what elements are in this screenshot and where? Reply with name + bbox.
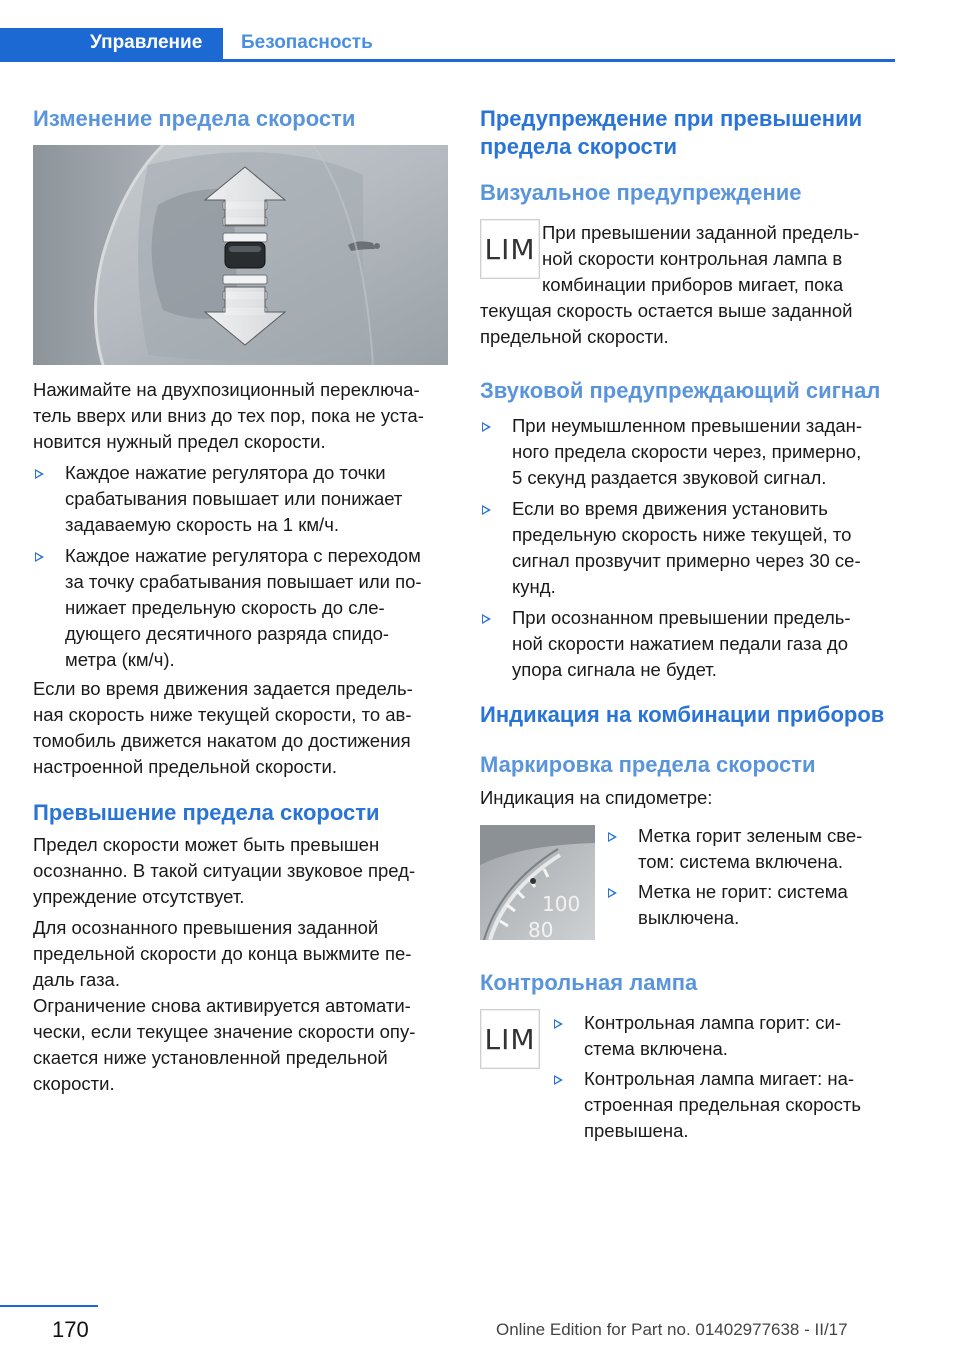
text-line: осознанно. В такой ситуации звуковое пред-	[33, 860, 416, 881]
text-line: выключена.	[638, 907, 740, 928]
text-line: упора сигнала не будет.	[512, 659, 717, 680]
text-line: Предел скорости может быть превышен	[33, 834, 380, 855]
gauge-label-80: 80	[528, 918, 554, 940]
bullet-marker-green	[606, 823, 928, 875]
heading-limit-marker: Маркировка предела скорости	[480, 752, 816, 777]
tab-controls[interactable]: Управление	[0, 28, 223, 62]
tab-safety[interactable]: Безопасность	[241, 32, 373, 53]
lim-label: LIM	[484, 1022, 536, 1056]
text-speedometer-display: Индикация на спидометре:	[480, 787, 713, 808]
bullet-intentional-exceed	[480, 605, 924, 683]
heading-line: Предупреждение при превышении	[480, 106, 863, 131]
triangle-bullet-icon	[608, 888, 617, 898]
text-line: Если во время движения задается предель-	[33, 678, 413, 699]
text-line: задаваемую скорость на 1 км/ч.	[65, 514, 339, 535]
text-line: предельной скорости.	[480, 326, 669, 347]
text-line: новится нужный предел скорости.	[33, 431, 326, 452]
text-line: предельную скорость ниже текущей, то	[512, 524, 852, 545]
header-tabs	[0, 28, 895, 62]
text-line: стема включена.	[584, 1038, 728, 1059]
heading-acoustic-warning: Звуковой предупреждающий сигнал	[480, 378, 881, 403]
text-line: Для осознанного превышения заданной	[33, 917, 379, 938]
text-line: Если во время движения установить	[512, 498, 828, 519]
text-line: скается ниже установленной предельной	[33, 1047, 388, 1068]
text-line: срабатывания повышает или понижает	[65, 488, 403, 509]
text-line: Метка не горит: система	[638, 881, 848, 902]
bullet-unintentional	[480, 413, 924, 491]
text-line: Каждое нажатие регулятора с переходом	[65, 545, 421, 566]
text-line: Каждое нажатие регулятора до точки	[65, 462, 386, 483]
text-line: При превышении заданной предель-	[542, 222, 860, 243]
triangle-bullet-icon	[482, 614, 491, 624]
text-line: строенная предельная скорость	[584, 1094, 862, 1115]
heading-visual-warning: Визуальное предупреждение	[480, 180, 802, 205]
triangle-bullet-icon	[35, 552, 44, 562]
text-line: метра (км/ч).	[65, 649, 175, 670]
text-line: ная скорость ниже текущей скорости, то ав-	[33, 704, 412, 725]
text-line: нижает предельную скорость до сле-	[65, 597, 385, 618]
heading-indicator-lamp: Контрольная лампа	[480, 970, 698, 995]
para-auto-reactivate	[33, 993, 453, 1097]
text-line: том: система включена.	[638, 851, 844, 872]
text-line: тель вверх или вниз до тех пор, пока не уста-	[33, 405, 424, 426]
text-line: чески, если текущее значение скорости опу-	[33, 1021, 416, 1042]
text-line: сигнал прозвучит примерно через 30 се-	[512, 550, 861, 571]
heading-exceed-limit: Превышение предела скорости	[33, 800, 380, 825]
text-line: упреждение отсутствует.	[33, 886, 245, 907]
para-coast	[33, 676, 453, 780]
text-line: При осознанном превышении предель-	[512, 607, 851, 628]
para-press-switch	[33, 377, 453, 455]
steering-wheel-image	[33, 145, 448, 365]
bullet-step-decade	[33, 543, 485, 673]
para-exceed-intentional	[33, 832, 453, 910]
steering-wheel-illustration	[33, 145, 448, 365]
lim-label: LIM	[484, 232, 536, 266]
speedometer-illustration	[480, 825, 595, 940]
triangle-bullet-icon	[554, 1075, 563, 1085]
text-line: Контрольная лампа мигает: на-	[584, 1068, 855, 1089]
text-line: 5 секунд раздается звуковой сигнал.	[512, 467, 827, 488]
text-line: ной скорости контрольная лампа в	[542, 248, 843, 269]
text-line: превышена.	[584, 1120, 689, 1141]
text-line: кунд.	[512, 576, 556, 597]
text-line: Метка горит зеленым све-	[638, 825, 863, 846]
heading-line: предела скорости	[480, 134, 678, 159]
triangle-bullet-icon	[608, 832, 617, 842]
footer-rule	[0, 1305, 98, 1307]
bullet-set-lower	[480, 496, 924, 600]
bullet-lamp-flashing	[552, 1066, 924, 1144]
text-line: за точку срабатывания повышает или по-	[65, 571, 422, 592]
lim-indicator-icon	[480, 1009, 540, 1069]
edition-info: Online Edition for Part no. 01402977638 - II/17	[496, 1320, 848, 1339]
text-line: комбинации приборов мигает, пока	[542, 274, 844, 295]
speedometer-image	[480, 825, 595, 940]
text-line: настроенной предельной скорости.	[33, 756, 337, 777]
text-line: Ограничение снова активируется автомати-	[33, 995, 411, 1016]
text-line: При неумышленном превышении задан-	[512, 415, 863, 436]
text-line: томобиль движется накатом до достижения	[33, 730, 411, 751]
text-line: ной скорости нажатием педали газа до	[512, 633, 848, 654]
triangle-bullet-icon	[482, 422, 491, 432]
bullet-marker-off	[606, 879, 928, 931]
text-line: Контрольная лампа горит: си-	[584, 1012, 842, 1033]
heading-change-limit: Изменение предела скорости	[33, 106, 356, 131]
text-line: дующего десятичного разряда спидо-	[65, 623, 390, 644]
text-line: текущая скорость остается выше заданной	[480, 300, 853, 321]
heading-warning-exceed	[480, 105, 890, 161]
page-number: 170	[52, 1317, 89, 1342]
heading-instrument-cluster: Индикация на комбинации приборов	[480, 702, 885, 727]
triangle-bullet-icon	[482, 505, 491, 515]
gauge-label-100: 100	[542, 892, 581, 916]
para-visual-warning-bottom	[480, 298, 892, 350]
text-line: предельной скорости до конца выжмите пе-	[33, 943, 412, 964]
text-line: ного предела скорости через, примерно,	[512, 441, 862, 462]
text-line: скорости.	[33, 1073, 115, 1094]
bullet-step-1kmh	[33, 460, 485, 538]
triangle-bullet-icon	[35, 469, 44, 479]
lim-indicator-icon	[480, 219, 540, 279]
text-line: даль газа.	[33, 969, 120, 990]
text-line: Нажимайте на двухпозиционный переключа-	[33, 379, 420, 400]
para-full-throttle	[33, 915, 453, 993]
para-visual-warning-top	[542, 220, 892, 298]
triangle-bullet-icon	[554, 1019, 563, 1029]
bullet-lamp-on	[552, 1010, 924, 1062]
